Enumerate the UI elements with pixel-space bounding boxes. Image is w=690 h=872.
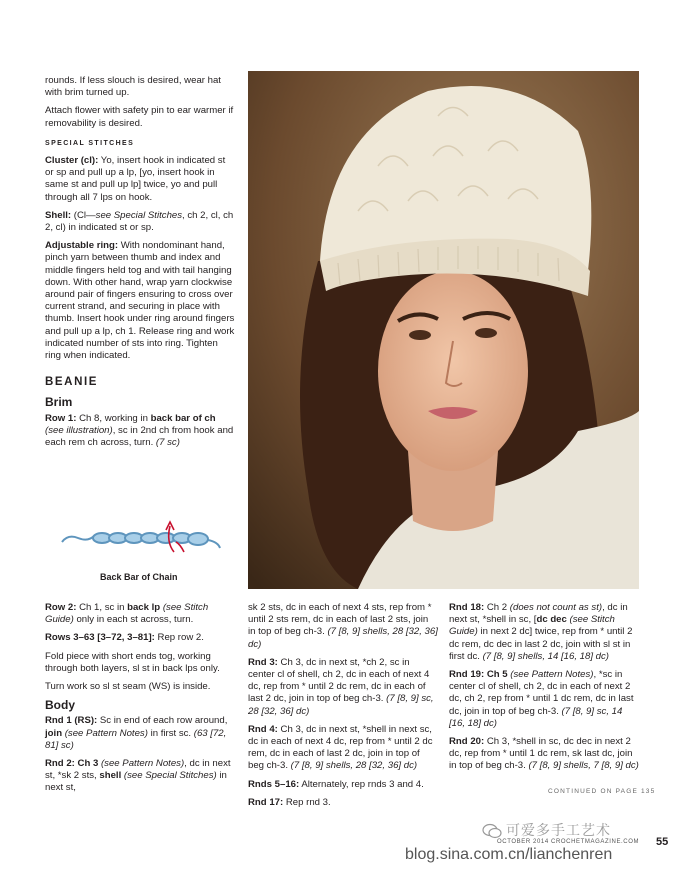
- brim-heading: Brim: [45, 395, 73, 410]
- rnd18-ref: (does not count as st): [509, 602, 603, 613]
- rnd4-text: Ch 3, dc in next st, *shell in next sc, dc in each of next 4 dc, rep from * until 2 dc rem, dc in each of last 2 dc, join in top of beg ch-3.: [248, 723, 433, 772]
- watermark-title: 可爱多手工艺术: [506, 822, 611, 838]
- rnd19-count: (7 [8, 9] sc, 14 [16, 18] dc): [449, 705, 623, 729]
- rnd2-ref: (see Pattern Notes): [98, 758, 185, 770]
- rnd1-text-b: in first sc.: [147, 727, 194, 739]
- rnd1-text-a: Sc in end of each row around,: [97, 715, 228, 727]
- watermark-url: blog.sina.com.cn/lianchenren: [405, 846, 613, 863]
- rnd1-bold: join: [45, 727, 63, 739]
- beanie-heading: BEANIE: [45, 376, 99, 389]
- rnd2-count: (7 [8, 9] shells, 28 [32, 36] dc): [248, 626, 438, 650]
- rnd17-term: Rnd 17:: [248, 796, 284, 808]
- rnd1-term: Rnd 1 (RS):: [45, 715, 98, 727]
- rnd2-continued: [248, 602, 438, 651]
- row2-text-b: only in each st across, turn.: [73, 614, 194, 626]
- shell-definition: [45, 210, 235, 234]
- shell-ref: —see Special Stitches: [86, 209, 183, 221]
- rnd20-text: Ch 3, *shell in sc, dc dec in next 2 dc, rep from * until 1 dc rem, sk last dc, join in top of beg ch-3.: [449, 736, 633, 772]
- rnd3-count: (7 [8, 9] sc, 28 [32, 36] dc): [248, 693, 434, 717]
- rnd18-count: (7 [8, 9] shells, 14 [16, 18] dc): [482, 650, 609, 662]
- left-column: [45, 75, 235, 455]
- ring-definition: [45, 240, 235, 362]
- rnds5-16-text: Alternately, rep rnds 3 and 4.: [299, 778, 424, 790]
- rows3-instruction: [45, 632, 235, 644]
- row1-count: (7 sc): [155, 437, 180, 449]
- cluster-text: Yo, insert hook in indicated st or sp and pull up a lp, [yo, insert hook in same st and pull up lp] twice, yo and pull through all 7 lps on hook.: [45, 155, 226, 203]
- ring-term: Adjustable ring:: [45, 240, 119, 252]
- chain-stitches: [62, 533, 220, 548]
- rnd19-term: Rnd 19: Ch 5: [449, 669, 508, 681]
- continued-note: CONTINUED ON PAGE 135: [548, 788, 656, 795]
- row1-text-a: Ch 8, working in: [76, 412, 151, 424]
- shell-paren: (Cl: [71, 209, 87, 221]
- left-eye: [409, 330, 431, 340]
- rnd2-term: Rnd 2: Ch 3: [45, 758, 99, 770]
- rnd18-ref2: (see Stitch Guide): [449, 614, 615, 638]
- rnd2-instruction: [45, 758, 235, 795]
- rnd18-text-c: in next 2 dc] twice, rep from * until 2 dc rem, dc dec in last 2 dc, join with sl st in first dc.: [449, 626, 633, 662]
- turn-instruction: Turn work so sl st seam (WS) is inside.: [45, 681, 211, 693]
- middle-column: [248, 602, 438, 815]
- rnd20-term: Rnd 20:: [449, 736, 485, 748]
- rnd2-text-a: , dc in next st, *sk 2 sts,: [45, 758, 231, 782]
- rnd4-count: (7 [8, 9] shells, 28 [32, 36] dc): [290, 760, 418, 772]
- rnd18-text-a: Ch 2: [484, 602, 510, 613]
- left-column-lower: [45, 602, 235, 801]
- rnd18-term: Rnd 18:: [449, 602, 485, 613]
- rnd20-count: (7 [8, 9] shells, 7 [8, 9] dc): [528, 760, 639, 772]
- face: [378, 271, 528, 471]
- rnd1-count: (63 [72, 81] sc): [45, 727, 227, 751]
- row1-bold: back bar of ch: [150, 412, 216, 424]
- page-number: 55: [656, 836, 669, 848]
- rnd19-ref: (see Pattern Notes): [507, 669, 594, 681]
- model-photo: [248, 71, 639, 589]
- rnd1-ref: (see Pattern Notes): [62, 727, 148, 739]
- rnd18-instruction: [449, 602, 639, 663]
- rnd17-text: Rep rnd 3.: [283, 796, 331, 808]
- right-column: [449, 602, 639, 779]
- rnds5-16-term: Rnds 5–16:: [248, 778, 300, 790]
- rnd17-instruction: [248, 797, 438, 809]
- row1-text-b: , sc in 2nd ch from hook and each rem ch across, turn.: [45, 424, 234, 449]
- shell-term: Shell:: [45, 209, 72, 221]
- special-stitches-label: SPECIAL STITCHES: [45, 139, 135, 147]
- rnd2-bold: shell: [99, 770, 122, 782]
- row2-ref: (see Stitch Guide): [45, 602, 209, 626]
- rnd4-term: Rnd 4:: [248, 723, 278, 735]
- back-bar-chain-illustration: [58, 512, 228, 572]
- rnd19-instruction: [449, 669, 639, 730]
- row2-term: Row 2:: [45, 602, 77, 613]
- intro-paragraph-1: rounds. If less slouch is desired, wear hat with brim turned up.: [45, 75, 221, 99]
- rnd20-instruction: [449, 736, 639, 773]
- rnd2-ref2: (see Special Stitches): [121, 770, 217, 782]
- rnd1-instruction: [45, 715, 235, 752]
- rnd3-text: Ch 3, dc in next st, *ch 2, sc in center cl of shell, ch 2, dc in each of next 4 dc, rep from * until 2 dc rem, dc in each of last 2 dc, join in top of beg ch-3.: [248, 656, 430, 705]
- rnd2-text-b: in next st,: [45, 770, 227, 794]
- row1-ref: (see illustration): [45, 424, 113, 436]
- row1-term: Row 1:: [45, 412, 77, 424]
- row2-instruction: [45, 602, 235, 626]
- ring-text: With nondominant hand, pinch yarn between thumb and index and middle fingers held tog and with tail hanging down. With other hand, wrap yarn clockwise around pair of fingers ensuring to cross over current strand, and securing in place with thumb. Insert hook under ring around fingers and pull up a lp, ch 1. Release ring and work indicated number of sts into ring. Tighten ring when indicated.: [45, 240, 235, 362]
- wechat-icon: [482, 823, 502, 839]
- rnd3-term: Rnd 3:: [248, 656, 278, 668]
- magazine-footer: OCTOBER 2014 CROCHETMAGAZINE.COM: [497, 839, 640, 845]
- cluster-definition: [45, 155, 235, 204]
- row2-bold: back lp: [127, 602, 161, 613]
- chain-caption: Back Bar of Chain: [100, 572, 178, 582]
- rnd18-bold: dc dec: [536, 614, 567, 626]
- rnd3-instruction: [248, 657, 438, 718]
- row2-text-a: Ch 1, sc in: [76, 602, 128, 613]
- row1-instruction: [45, 413, 235, 450]
- body-heading: Body: [45, 698, 75, 713]
- cluster-term: Cluster (cl):: [45, 155, 99, 167]
- rows3-text: Rep row 2.: [154, 632, 204, 644]
- intro-paragraph-2: Attach flower with safety pin to ear warmer if removability is desired.: [45, 105, 234, 129]
- rnd18-text-b: , dc in next st, *shell in sc, [: [449, 602, 628, 626]
- rnd2-cont-text: sk 2 sts, dc in each of next 4 sts, rep from * until 2 sts rem, dc in each of last 2 sts, join in top of beg ch-3.: [248, 602, 432, 638]
- rnd19-text: , *sc in center cl of shell, ch 2, dc in each of next 2 dc, ch 2, rep from * until 1 dc rem, dc in last dc, join in top of beg ch-3.: [449, 669, 634, 717]
- rnds5-16-instruction: [248, 779, 438, 791]
- fold-instruction: Fold piece with short ends tog, working through both layers, sl st in back lps only.: [45, 650, 220, 674]
- shell-text: , ch 2, cl, ch 2, cl) in indicated st or sp.: [45, 209, 234, 234]
- right-eye: [475, 328, 497, 338]
- rnd4-instruction: [248, 724, 438, 773]
- rows3-term: Rows 3–63 [3–72, 3–81]:: [45, 632, 155, 644]
